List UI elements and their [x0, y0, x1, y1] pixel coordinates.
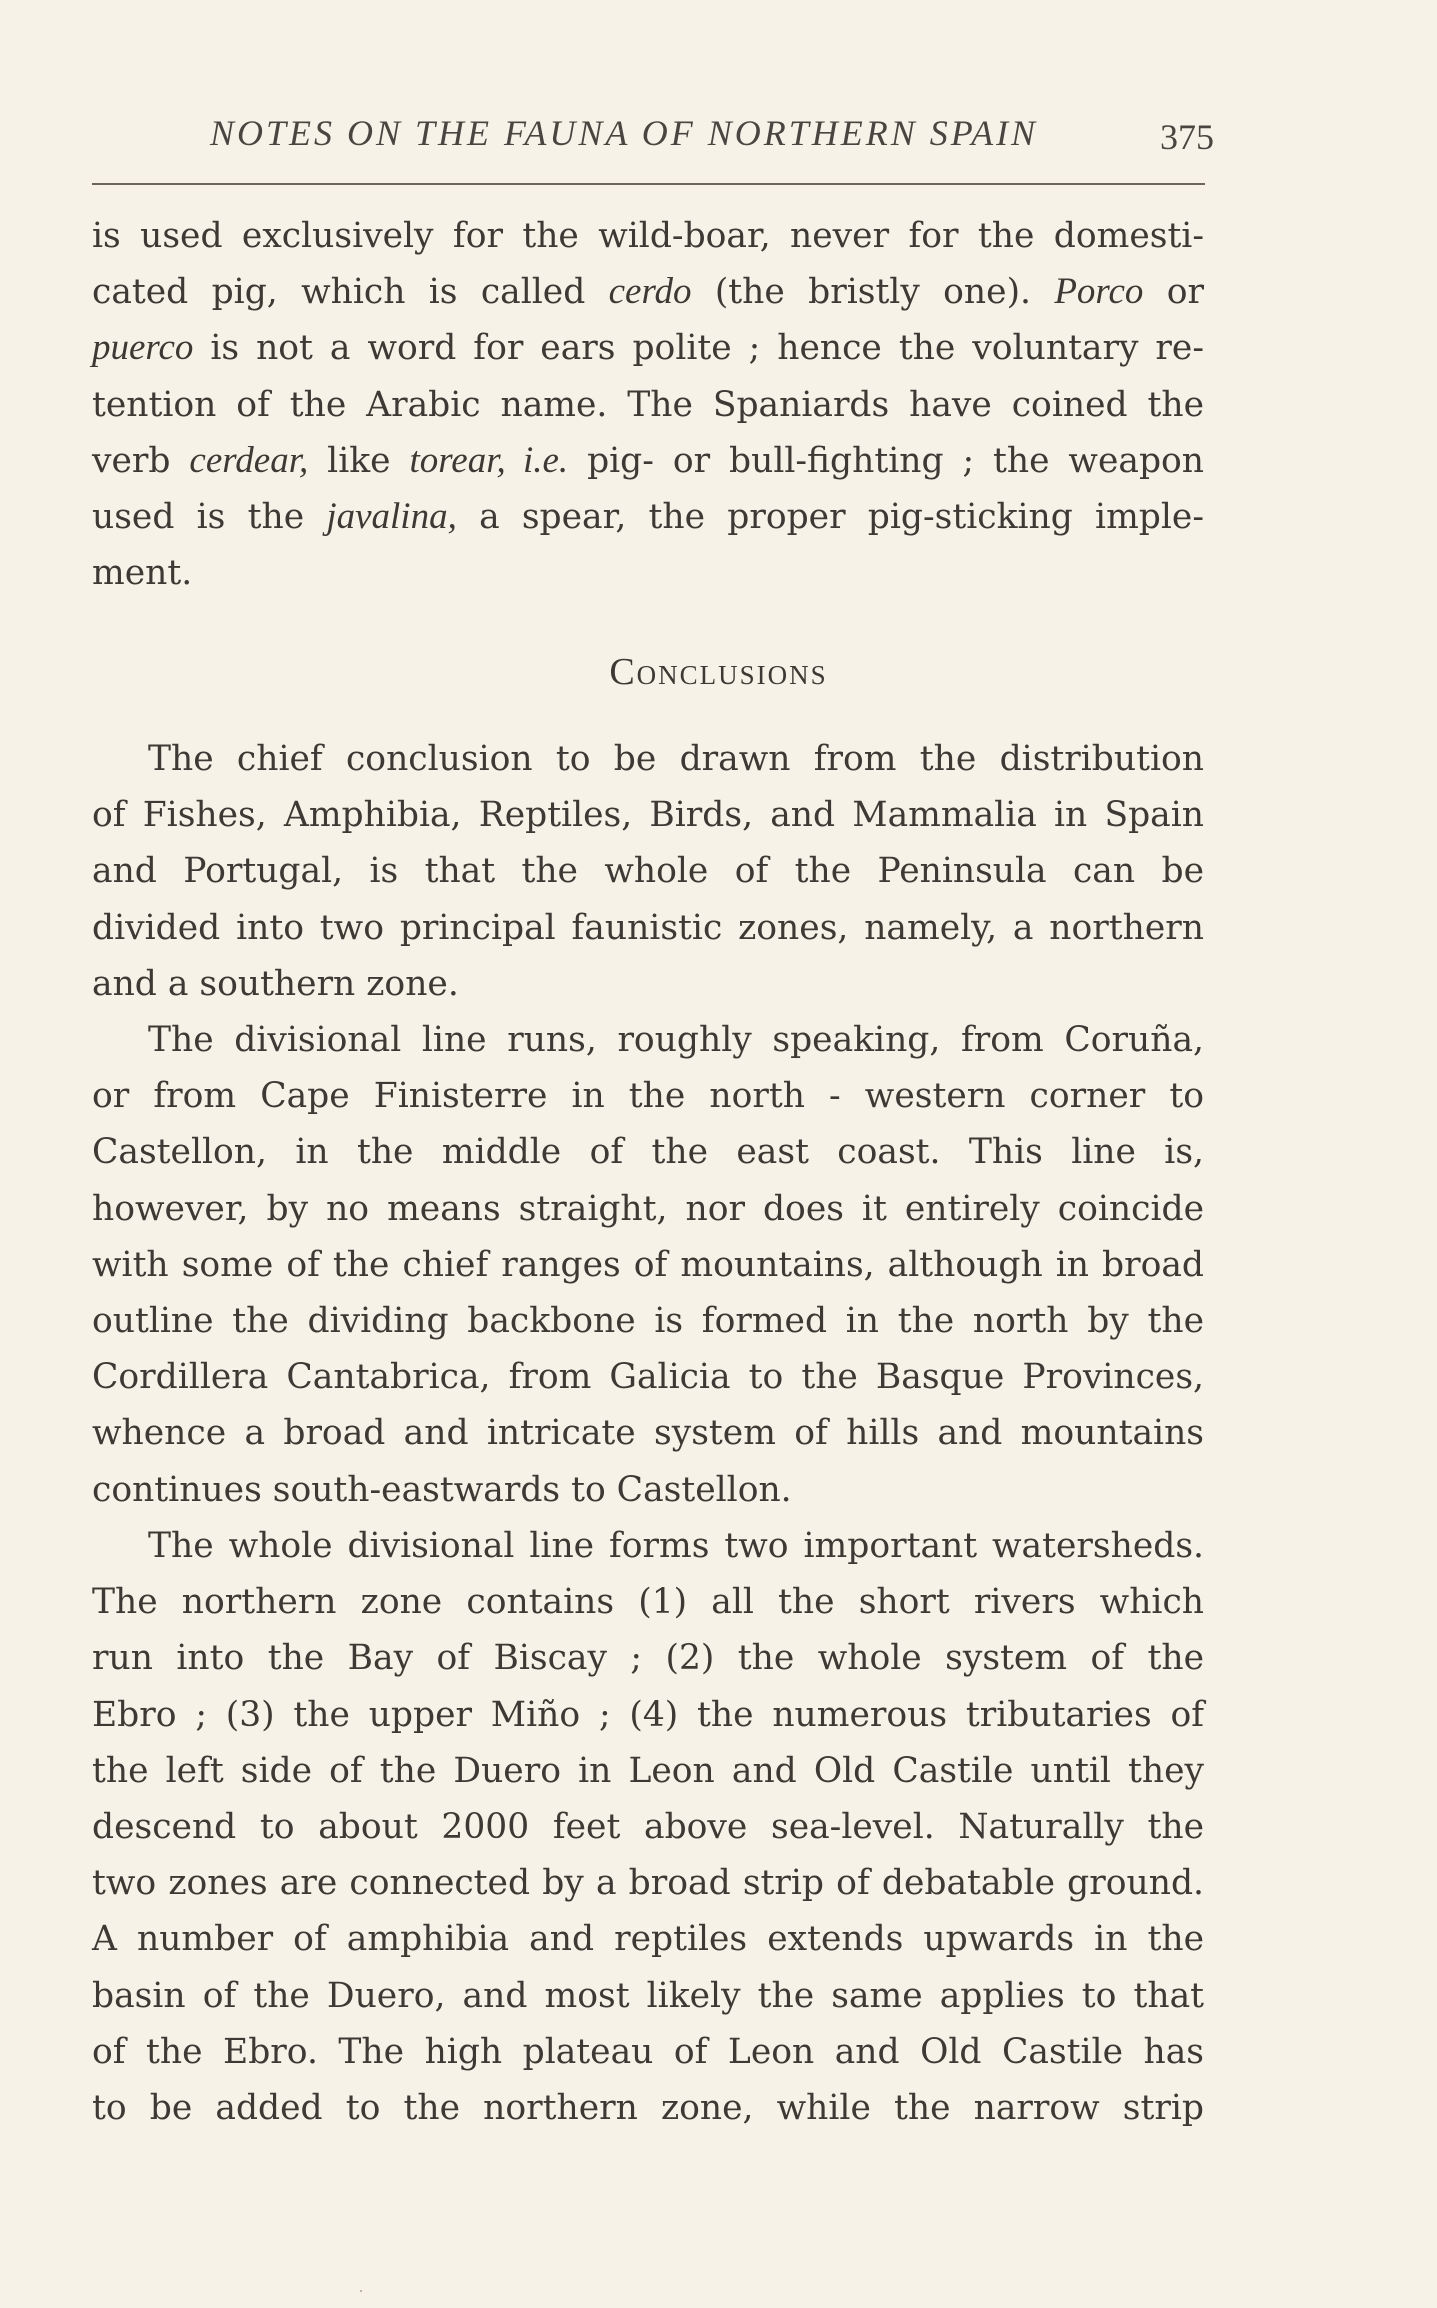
text-line [92, 377, 1204, 433]
text-line: outline the dividing backbone is formed in the north by the [92, 1300, 1204, 1341]
italic-term: puerco [92, 327, 194, 369]
text-line: descend to about 2000 feet above sea-level. Naturally the [92, 1806, 1204, 1847]
text-line [92, 489, 1204, 545]
header-rule [92, 183, 1205, 185]
text-line [92, 264, 1204, 320]
running-title: NOTES ON THE FAUNA OF NORTHERN SPAIN [210, 113, 1039, 153]
italic-term: javalina, [326, 495, 457, 537]
paragraph-watersheds [92, 1518, 1204, 2136]
text-segment: a spear, the proper pig-sticking imple- [456, 496, 1204, 537]
text-line: to be added to the northern zone, while the narrow strip [92, 2087, 1204, 2128]
page-number: 375 [1160, 117, 1214, 157]
text-segment: like [308, 440, 410, 481]
text-line: The divisional line runs, roughly speaking, from Coruña, [148, 1020, 1204, 1060]
text-segment: tention of the Arabic name. The Spaniards have coined the [92, 384, 1204, 425]
italic-term: Porco [1054, 271, 1144, 313]
text-line: basin of the Duero, and most likely the same applies to that [92, 1975, 1204, 2016]
text-line: of Fishes, Amphibia, Reptiles, Birds, and Mammalia in Spain [92, 795, 1204, 836]
text-segment: cated pig, which is called [92, 272, 609, 313]
text-line: run into the Bay of Biscay ; (2) the whole system of the [92, 1638, 1204, 1679]
text-line: A number of amphibia and reptiles extends upwards in the [92, 1919, 1204, 1960]
text-line: Ebro ; (3) the upper Miño ; (4) the numerous tributaries of [92, 1694, 1204, 1735]
text-line: The chief conclusion to be drawn from the distribution [148, 739, 1204, 779]
text-segment: ment. [92, 553, 193, 594]
paragraph-divisional-line [92, 1012, 1204, 1518]
text-segment: or [1143, 272, 1204, 313]
text-line: whence a broad and intricate system of hills and mountains [92, 1413, 1204, 1454]
text-line: and a southern zone. [92, 963, 459, 1004]
text-line: and Portugal, is that the whole of the Peninsula can be [92, 851, 1204, 892]
text-segment: is not a word for ears polite ; hence the voluntary re- [193, 328, 1204, 369]
text-line: two zones are connected by a broad strip of debatable ground. [92, 1863, 1204, 1904]
text-line: or from Cape Finisterre in the north - western corner to [92, 1076, 1204, 1117]
paragraph-conclusion [92, 731, 1204, 1012]
text-segment: pig- or bull-fighting ; the weapon [568, 440, 1205, 481]
text-line [92, 545, 1204, 601]
section-heading: Conclusions [609, 651, 828, 693]
text-segment: is used exclusively for the wild-boar, never for the domesti- [92, 216, 1204, 256]
text-line [92, 320, 1204, 376]
text-line [92, 208, 1204, 264]
text-segment: used is the [92, 496, 327, 537]
text-line: continues south-eastwards to Castellon. [92, 1469, 792, 1510]
text-segment: (the bristly one). [691, 272, 1055, 313]
paper-speck [360, 2290, 362, 2292]
text-line: Cordillera Cantabrica, from Galicia to the Basque Provinces, [92, 1357, 1204, 1398]
text-line: divided into two principal faunistic zones, namely, a northern [92, 907, 1204, 948]
italic-term: cerdear, [189, 439, 309, 481]
text-line: The whole divisional line forms two important watersheds. [148, 1526, 1204, 1566]
text-line: the left side of the Duero in Leon and Old Castile until they [92, 1750, 1204, 1791]
text-line: Castellon, in the middle of the east coast. This line is, [92, 1132, 1204, 1173]
text-line: The northern zone contains (1) all the short rivers which [92, 1582, 1204, 1623]
text-segment: verb [92, 440, 190, 481]
italic-term: torear, i.e. [409, 439, 569, 481]
paragraph-continuation [92, 208, 1204, 601]
text-line: with some of the chief ranges of mountains, although in broad [92, 1244, 1204, 1285]
italic-term: cerdo [608, 271, 692, 313]
text-line [92, 433, 1204, 489]
text-line: of the Ebro. The high plateau of Leon and Old Castile has [92, 2031, 1204, 2072]
text-line: however, by no means straight, nor does it entirely coincide [92, 1188, 1204, 1229]
